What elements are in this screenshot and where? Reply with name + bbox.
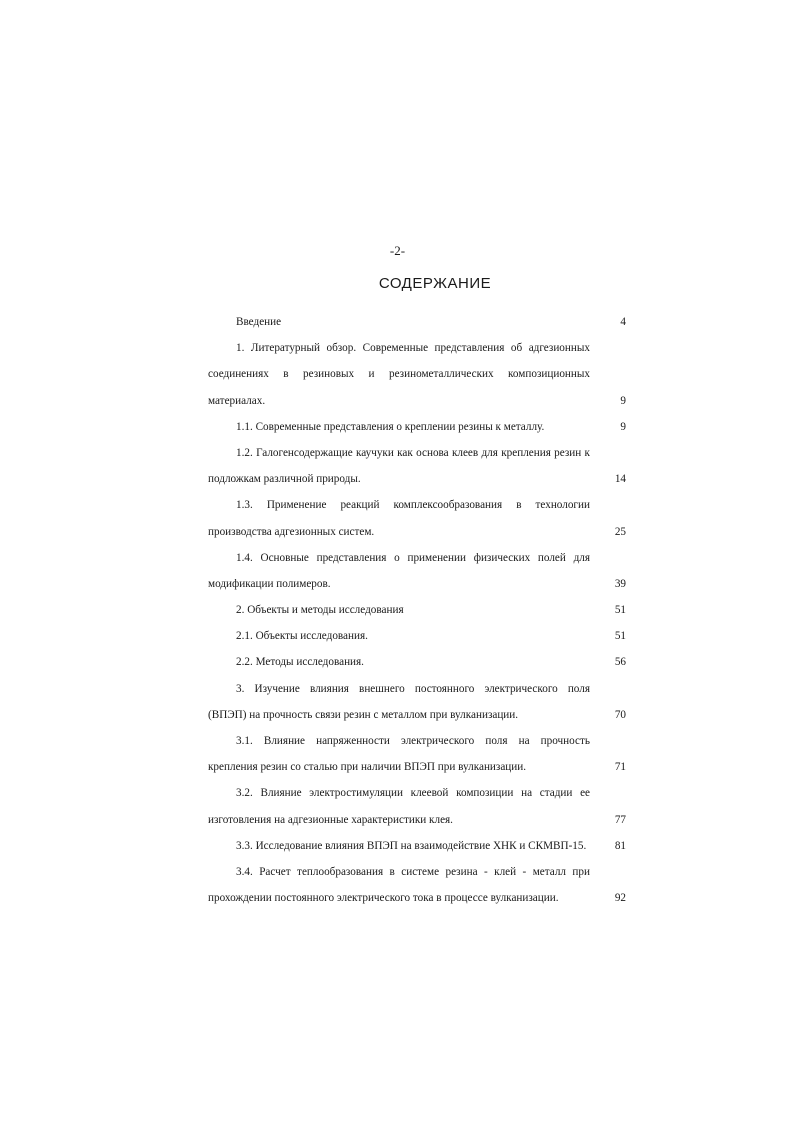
toc-line	[208, 492, 626, 518]
toc-line	[208, 833, 626, 859]
toc-line	[208, 859, 626, 885]
toc-page-number: 25	[614, 525, 626, 538]
toc-line	[208, 545, 626, 571]
toc-page-number: 14	[614, 473, 626, 486]
toc-line	[208, 466, 626, 492]
toc-line	[208, 440, 626, 466]
table-of-contents	[208, 309, 626, 911]
toc-line	[208, 388, 626, 414]
toc-entry-text: модификации полимеров.	[208, 577, 331, 590]
toc-line	[208, 676, 626, 702]
toc-entry-text: изготовления на адгезионные характеристики клея.	[208, 813, 453, 826]
toc-entry-text: Введение	[236, 316, 282, 328]
toc-page-number: 81	[614, 839, 626, 852]
toc-entry-text: 1.1. Современные представления о креплении резины к металлу.	[236, 420, 545, 433]
toc-line	[208, 807, 626, 833]
toc-line	[208, 309, 626, 335]
toc-page-number: 39	[614, 577, 626, 590]
toc-page-number: 56	[614, 656, 626, 669]
page-number: -2-	[389, 243, 406, 258]
toc-page-number: 9	[620, 420, 626, 433]
toc-entry-text: 1.2. Галогенсодержащие каучуки как основа клеев для крепления резин к	[236, 446, 590, 459]
toc-entry-text: 2.2. Методы исследования.	[236, 656, 364, 669]
toc-entry-text: крепления резин со сталью при наличии ВПЭП при вулканизации.	[208, 761, 527, 774]
toc-line	[208, 623, 626, 649]
toc-line	[208, 754, 626, 780]
toc-entry-text: 1.3. Применение реакций комплексообразования в технологии	[236, 499, 590, 512]
toc-entry-text: прохождении постоянного электрического тока в процессе вулканизации.	[208, 892, 559, 905]
toc-entry-text: 1. Литературный обзор. Современные представления об адгезионных	[236, 342, 590, 355]
toc-line	[208, 649, 626, 675]
toc-line	[208, 519, 626, 545]
page-title: СОДЕРЖАНИЕ	[378, 275, 492, 292]
toc-entry-text: подложкам различной природы.	[208, 473, 361, 486]
toc-line	[208, 702, 626, 728]
toc-entry-text: 3.1. Влияние напряженности электрического поля на прочность	[236, 735, 590, 747]
toc-line	[208, 571, 626, 597]
toc-page-number: 51	[614, 604, 626, 617]
toc-line	[208, 361, 626, 387]
toc-entry-text: 3.4. Расчет теплообразования в системе резина - клей - металл при	[236, 865, 590, 878]
toc-entry-text: 3.3. Исследование влияния ВПЭП на взаимодействие ХНК и СКМВП-15.	[236, 839, 587, 852]
toc-entry-text: (ВПЭП) на прочность связи резин с металлом при вулканизации.	[208, 708, 519, 721]
toc-entry-text: 2.1. Объекты исследования.	[236, 630, 368, 643]
toc-entry-text: соединениях в резиновых и резинометаллических композиционных	[208, 368, 590, 381]
toc-line	[208, 597, 626, 623]
toc-entry-text: 1.4. Основные представления о применении физических полей для	[236, 551, 590, 564]
toc-line	[208, 335, 626, 361]
toc-page-number: 70	[614, 708, 626, 721]
toc-line	[208, 728, 626, 754]
toc-line	[208, 780, 626, 806]
toc-line	[208, 414, 626, 440]
toc-entry-text: 3. Изучение влияния внешнего постоянного электрического поля	[236, 682, 590, 695]
toc-page-number: 4	[620, 316, 626, 328]
toc-page-number: 71	[614, 761, 626, 774]
toc-line	[208, 885, 626, 911]
toc-page-number: 51	[614, 630, 626, 643]
toc-page-number: 9	[620, 394, 626, 407]
toc-entry-text: материалах.	[208, 394, 266, 407]
toc-entry-text: 3.2. Влияние электростимуляции клеевой композиции на стадии ее	[236, 787, 590, 800]
toc-page-number: 92	[614, 892, 626, 905]
toc-page-number: 77	[614, 813, 626, 826]
toc-entry-text: производства адгезионных систем.	[208, 525, 375, 538]
toc-entry-text: 2. Объекты и методы исследования	[236, 604, 404, 617]
